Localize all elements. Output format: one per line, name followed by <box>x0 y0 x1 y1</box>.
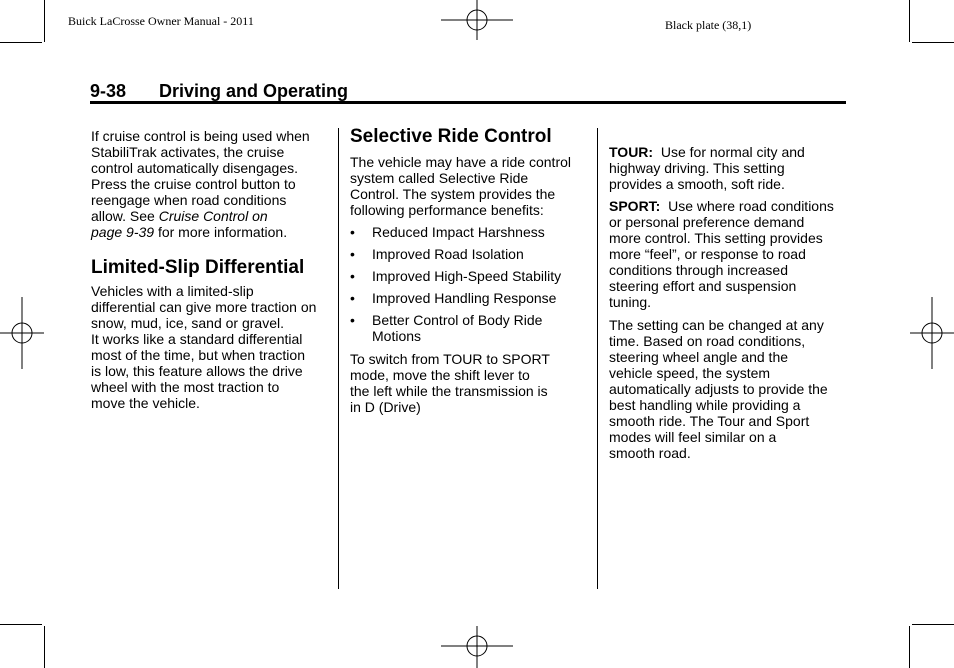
selective-ride-heading: Selective Ride Control <box>350 126 552 147</box>
header-rule <box>90 101 846 104</box>
section-title: Driving and Operating <box>159 81 349 101</box>
registration-mark-icon <box>441 0 513 40</box>
switch-mode-paragraph: To switch from TOUR to SPORT mode, move the shift lever to the left while the transmission is in D (Drive) <box>350 351 550 415</box>
column-divider <box>338 128 339 589</box>
column-3 <box>609 128 849 461</box>
list-item: • Reduced Impact Harshness <box>350 224 545 240</box>
tour-label: TOUR: <box>609 144 654 160</box>
column-divider <box>597 128 598 589</box>
cross-reference-link[interactable]: page 9‑39 <box>91 224 155 240</box>
setting-paragraph: The setting can be changed at any time. Based on road conditions, steering wheel angle and the vehicle speed, the system automatically adjusts to provide the best handling while providing a smooth ride. The Tour and Sport modes will feel similar on a smooth road. <box>609 317 828 461</box>
column-1 <box>91 128 331 411</box>
print-header-plate: Black plate (38,1) <box>665 18 752 32</box>
sport-paragraph: SPORT: Use where road conditions or personal preference demand more control. This setting provides more “feel”, or response to road conditions through increased steering effort and suspension tuning. <box>609 198 834 310</box>
list-item: • Better Control of Body Ride Motions <box>350 312 543 344</box>
benefits-list <box>350 224 590 344</box>
limited-slip-paragraph: Vehicles with a limited-slip differential can give more traction on snow, mud, ice, sand or gravel. It works like a standard differential most of the time, but when traction is low, this feature allows the drive wheel with the most traction to move the vehicle. <box>91 283 317 411</box>
sport-label: SPORT: <box>609 198 661 214</box>
tour-paragraph: TOUR: Use for normal city and highway driving. This setting provides a smooth, soft ride. <box>609 144 805 192</box>
registration-mark-icon <box>0 297 44 369</box>
cross-reference-link[interactable]: Cruise Control on <box>158 208 268 224</box>
selective-ride-intro: The vehicle may have a ride control system called Selective Ride Control. The system provides the following performance benefits: <box>350 154 571 218</box>
registration-mark-icon <box>910 297 954 369</box>
cruise-paragraph: If cruise control is being used when StabiliTrak activates, the cruise control automatically disengages. Press the cruise control button to reengage when road conditions allow. See Cruise Control on page 9‑39 for more information. <box>91 128 310 240</box>
registration-mark-icon <box>441 626 513 668</box>
list-item: • Improved High-Speed Stability <box>350 268 562 284</box>
list-item: • Improved Road Isolation <box>350 246 524 262</box>
limited-slip-heading: Limited-Slip Differential <box>91 257 305 278</box>
column-2 <box>350 126 590 415</box>
list-item: • Improved Handling Response <box>350 290 557 306</box>
page-number: 9-38 <box>90 81 127 101</box>
print-header-title: Buick LaCrosse Owner Manual - 2011 <box>68 14 254 28</box>
